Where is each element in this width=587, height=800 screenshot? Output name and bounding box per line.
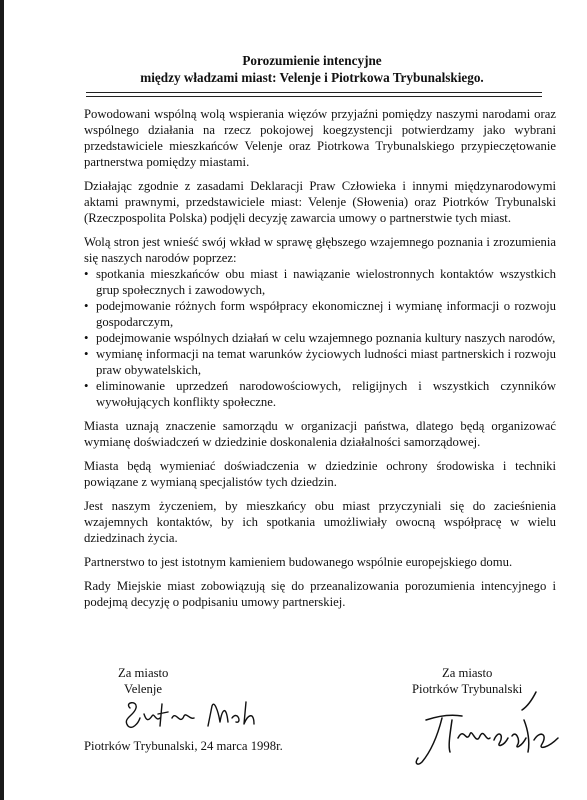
paragraph-declaration: Działając zgodnie z zasadami Deklaracji Praw Człowieka i innymi międzynarodowymi aktami prawnymi, przedstawiciele miast: Velenje (Słowenia) oraz Piotrków Trybunalski (Rzeczpospolita Polska) podjęli decyzję zawarcia umowy o partnerstwie tych miast.: [84, 179, 556, 225]
paragraph-councils: Rady Miejskie miast zobowiązują się do przeanalizowania porozumienia intencyjnego i podejmą decyzję o podpisaniu umowy partnerskiej.: [84, 579, 556, 609]
signatory-right-city: Piotrków Trybunalski: [412, 682, 523, 696]
document-body: [84, 106, 556, 618]
title-divider-top: [86, 92, 542, 93]
signature-right: [408, 690, 568, 770]
goals-list: [84, 266, 556, 410]
signatory-left-line-1: Za miasto: [118, 666, 169, 680]
title-line-1: Porozumienie intencyjne: [242, 53, 382, 68]
scan-edge-shadow: [0, 0, 4, 800]
paragraph-self-government: Miasta uznają znaczenie samorządu w organizacji państwa, dlatego będą organizować wymianę doświadczeń w dziedzinie doskonalenia działalności samorządowej.: [84, 419, 556, 449]
list-item: • wymianę informacji na temat warunków życiowych ludności miast partnerskich i rozwoju praw obywatelskich,: [84, 346, 556, 378]
title-line-2: między władzami miast: Velenje i Piotrkowa Trybunalskiego.: [140, 70, 484, 85]
document-title: [84, 52, 540, 86]
list-item: • eliminowanie uprzedzeń narodowościowych, religijnych i wszystkich czynników wywołujących konflikty społeczne.: [84, 378, 556, 410]
paragraph-intro: Powodowani wspólną wolą wspierania więzów przyjaźni pomiędzy naszymi narodami oraz wspólnego działania na rzecz pokojowej koegzystencji potwierdzamy jako wybrani przedstawiciele mieszkańców Velenje oraz Piotrkowa Trybunalskiego przypieczętowanie partnerstwa pomiędzy miastami.: [84, 107, 556, 169]
title-divider-bottom: [86, 96, 542, 97]
list-item: • spotkania mieszkańców obu miast i nawiązanie wielostronnych kontaktów wszystkich grup społecznych i zawodowych,: [84, 266, 556, 298]
paragraph-environment: Miasta będą wymieniać doświadczenia w dziedzinie ochrony środowiska i techniki powiązane z wymianą specjalistów tych dziedzin.: [84, 459, 556, 489]
paragraph-europe: Partnerstwo to jest istotnym kamieniem budowanego wspólnie europejskiego domu.: [84, 555, 513, 569]
signatory-left-city: Velenje: [124, 682, 163, 696]
paragraph-wish: Jest naszym życzeniem, by mieszkańcy obu miast przyczyniali się do zacieśnienia wzajemnych kontaktów, by ich spotkania umożliwiały owocną współpracę w wielu dziedzinach życia.: [84, 499, 556, 545]
list-item: • podejmowanie wspólnych działań w celu wzajemnego poznania kultury naszych narodów,: [84, 330, 556, 346]
signatory-right-line-1: Za miasto: [441, 666, 493, 680]
list-item: • podejmowanie różnych form współpracy ekonomicznej i wymianę informacji o rozwoju gospodarczym,: [84, 298, 556, 330]
place-and-date: Piotrków Trybunalski, 24 marca 1998r.: [84, 739, 283, 753]
signatory-left-label: [118, 665, 168, 697]
paragraph-goals: Wolą stron jest wnieść swój wkład w sprawę głębszego wzajemnego poznania i zrozumienia się naszych narodów poprzez:: [84, 235, 556, 265]
signature-left: [120, 696, 285, 736]
